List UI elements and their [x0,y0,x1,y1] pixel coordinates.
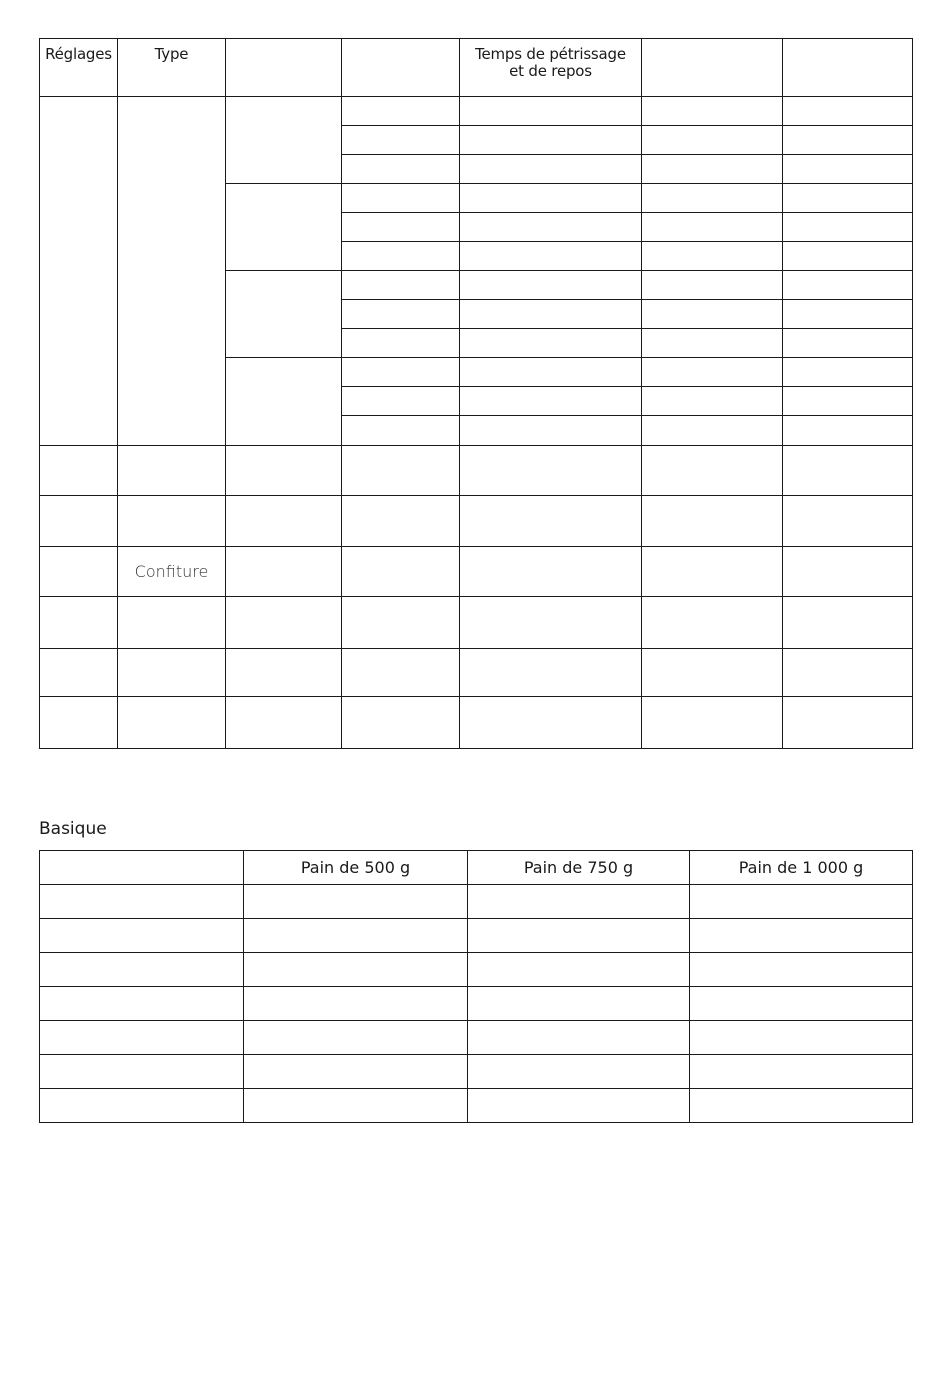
table-cell [118,697,226,749]
table-cell [244,1021,468,1055]
table-cell [642,358,783,387]
header-loaf-500g: Pain de 500 g [244,851,468,885]
table-cell [40,547,118,597]
table-cell [783,697,913,749]
section-title-basique: Basique [39,819,107,839]
table-cell [342,97,460,126]
table-cell [460,597,642,649]
table-cell [642,697,783,749]
table-cell [460,155,642,184]
table-cell [460,358,642,387]
table-cell [342,184,460,213]
table-cell [342,697,460,749]
table-cell [40,919,244,953]
table-row [40,987,913,1021]
table-cell [226,446,342,496]
table-row [40,919,913,953]
table-row-jam [40,547,913,597]
table-cell [342,126,460,155]
table-cell [118,496,226,547]
table-cell [783,446,913,496]
table-cell [342,387,460,416]
table-cell [642,126,783,155]
table-cell [342,597,460,649]
table-cell [642,242,783,271]
table-cell [40,496,118,547]
table-cell [40,649,118,697]
table-cell [226,597,342,649]
table-cell [690,1055,913,1089]
type-jam-label: Confiture [118,547,226,597]
header-col-7 [783,39,913,97]
table-cell [690,885,913,919]
table-row [40,597,913,649]
table-cell [342,649,460,697]
table-cell [468,1055,690,1089]
group-cell-3 [226,271,342,358]
table-cell [40,953,244,987]
header-kneading-rest-time-label: Temps de pétrissage et de repos [475,45,626,80]
table-cell [690,953,913,987]
table-cell [342,271,460,300]
table-cell [468,1089,690,1123]
table-cell [342,416,460,446]
table-cell [468,919,690,953]
table-cell [783,329,913,358]
table-cell [783,547,913,597]
table-cell [460,547,642,597]
table-cell [642,387,783,416]
table-row [40,1055,913,1089]
table-cell [460,416,642,446]
table-cell [642,649,783,697]
header-kneading-rest-time [460,39,642,97]
table-cell [642,547,783,597]
table-cell [342,155,460,184]
table-cell [40,597,118,649]
table-cell [642,496,783,547]
header-col-6 [642,39,783,97]
group-cell-1 [226,97,342,184]
table-cell [783,126,913,155]
table-cell [783,300,913,329]
table-cell [118,446,226,496]
table-cell [244,1055,468,1089]
basique-table [39,850,913,1123]
header-empty [40,851,244,885]
table-cell [468,1021,690,1055]
table-cell [468,953,690,987]
table-row [40,446,913,496]
table-cell [642,271,783,300]
table-cell [226,547,342,597]
table-cell [642,155,783,184]
table-cell [460,242,642,271]
table-cell [118,597,226,649]
table-cell [690,987,913,1021]
table-cell [642,416,783,446]
table-cell [460,97,642,126]
table-cell [783,649,913,697]
table-cell [468,987,690,1021]
table-cell [642,184,783,213]
table-cell [642,213,783,242]
header-col-4 [342,39,460,97]
table-cell [783,184,913,213]
table-cell [118,649,226,697]
table-cell [40,446,118,496]
table-cell [244,919,468,953]
table-cell [460,329,642,358]
table-cell [342,213,460,242]
table-cell [244,1089,468,1123]
table-cell [244,953,468,987]
table-cell [642,446,783,496]
group-cell-2 [226,184,342,271]
table-cell [40,1089,244,1123]
table-cell [342,242,460,271]
table-cell [460,184,642,213]
table-cell [244,885,468,919]
header-settings: Réglages [40,39,118,97]
table-cell [460,271,642,300]
table-cell [460,387,642,416]
table-cell [460,649,642,697]
table-cell [244,987,468,1021]
table-cell [642,329,783,358]
table-cell [783,496,913,547]
table-cell [40,1055,244,1089]
table-cell [690,1089,913,1123]
program-table [39,38,913,749]
table-cell [783,271,913,300]
table-cell [783,155,913,184]
table-cell [342,329,460,358]
table-cell [226,697,342,749]
table-cell [342,358,460,387]
table-cell [40,1021,244,1055]
table-cell [460,446,642,496]
table-cell [460,496,642,547]
table-cell [460,697,642,749]
type-cell-merged [118,97,226,446]
table-cell [40,885,244,919]
table-cell [783,242,913,271]
table-cell [642,300,783,329]
table-cell [342,300,460,329]
table-cell [642,597,783,649]
table-row [40,697,913,749]
table-row [40,1021,913,1055]
table-cell [783,97,913,126]
header-loaf-1000g: Pain de 1 000 g [690,851,913,885]
table-cell [690,919,913,953]
header-type: Type [118,39,226,97]
program-table-header-row [40,39,913,97]
header-col-3 [226,39,342,97]
group-cell-4 [226,358,342,446]
table-row [40,496,913,547]
table-cell [468,885,690,919]
settings-cell-merged [40,97,118,446]
table-cell [460,300,642,329]
table-row [40,1089,913,1123]
table-cell [783,416,913,446]
table-cell [342,496,460,547]
table-cell [40,697,118,749]
table-cell [783,213,913,242]
table-cell [226,496,342,547]
table-cell [783,387,913,416]
table-cell [783,358,913,387]
table-cell [40,987,244,1021]
table-cell [690,1021,913,1055]
table-cell [226,649,342,697]
table-row [40,97,913,126]
basique-header-row [40,851,913,885]
table-cell [460,126,642,155]
table-cell [460,213,642,242]
table-row [40,885,913,919]
table-cell [342,547,460,597]
table-row [40,953,913,987]
table-cell [783,597,913,649]
table-cell [642,97,783,126]
header-loaf-750g: Pain de 750 g [468,851,690,885]
table-row [40,649,913,697]
table-cell [342,446,460,496]
